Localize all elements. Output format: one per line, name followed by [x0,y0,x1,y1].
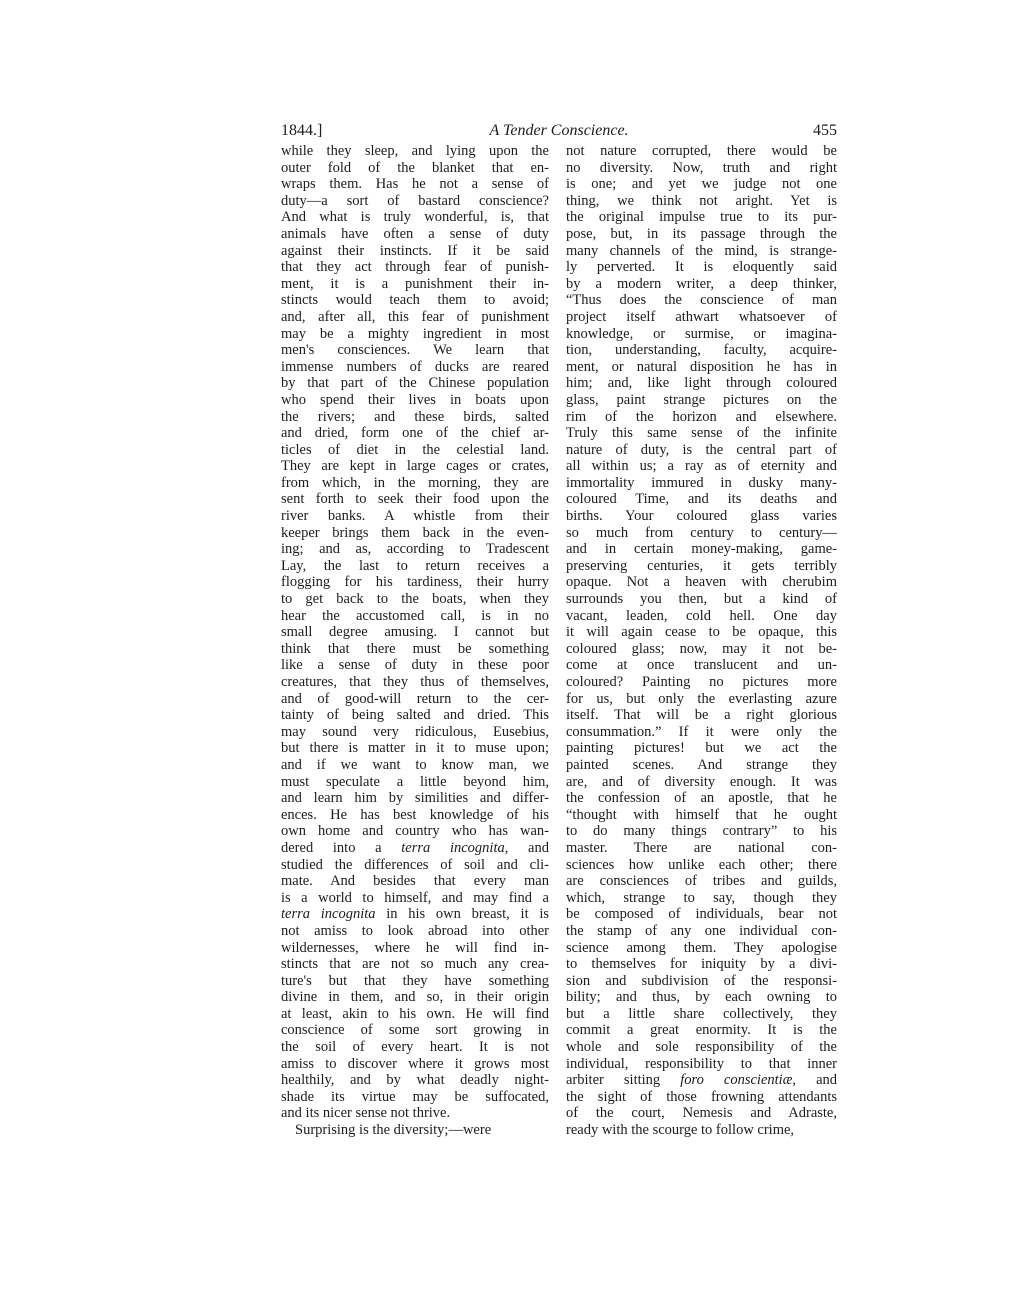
text-line: commit a great enormity. It is the [566,1022,837,1039]
text-line: which, strange to say, though they [566,889,837,906]
text-line: itself. That will be a right glorious [566,707,837,724]
text-line: to themselves for iniquity by a divi- [566,956,837,973]
text-line: and of good-will return to the cer- [281,690,549,707]
text-line: many channels of the mind, is strange- [566,242,837,259]
text-line: pose, but, in its passage through the [566,225,837,242]
text-line: coloured glass; now, may it not be- [566,640,837,657]
text-line: preserving centuries, it gets terribly [566,557,837,574]
text-line: ing; and as, according to Tradescent [281,541,549,558]
text-line: dered into a terra incognita, and [281,839,549,856]
text-line: sent forth to seek their food upon the [281,491,549,508]
text-line: and if we want to know man, we [281,756,549,773]
text-line: no diversity. Now, truth and right [566,159,837,176]
text-line: hear the accustomed call, is in no [281,607,549,624]
text-line: births. Your coloured glass varies [566,508,837,525]
text-line: nature of duty, is the central part of [566,441,837,458]
text-line: shade its virtue may be suffocated, [281,1088,549,1105]
text-line: at least, akin to his own. He will find [281,1005,549,1022]
text-line: bility; and thus, by each owning to [566,989,837,1006]
text-line: be composed of individuals, bear not [566,906,837,923]
text-line: They are kept in large cages or crates, [281,458,549,475]
text-line: him; and, like light through coloured [566,375,837,392]
text-line: sciences how unlike each other; there [566,856,837,873]
text-line: studied the differences of soil and cli- [281,856,549,873]
text-line: who spend their lives in boats upon [281,391,549,408]
text-line: creatures, that they thus of themselves, [281,674,549,690]
text-line: ready with the scourge to follow crime, [566,1122,795,1139]
text-line: amiss to discover where it grows most [281,1055,549,1072]
text-line: river banks. A whistle from their [281,508,549,525]
text-line: glass, paint strange pictures on the [566,391,837,408]
text-line: “Thus does the conscience of man [566,292,837,309]
text-line: ly perverted. It is eloquently said [566,259,837,276]
text-line: Surprising is the diversity;—were [295,1122,492,1139]
text-line: painted scenes. And strange they [566,756,837,773]
text-line: stincts that are not so much any crea- [281,956,549,973]
text-line: not nature corrupted, there would be [566,143,837,159]
text-line: of the court, Nemesis and Adraste, [566,1105,837,1122]
text-line: it will again cease to be opaque, this [566,624,837,641]
text-line: ment, it is a punishment their in- [281,275,549,292]
text-line: opaque. Not a heaven with cherubim [566,574,837,591]
text-line: whole and sole responsibility of the [566,1039,837,1056]
text-line: think that there must be something [281,640,549,657]
text-line: and in certain money-making, game- [566,541,837,558]
text-line: small degree amusing. I cannot but [281,624,549,641]
text-line: for us, but only the everlasting azure [566,690,837,707]
text-line: is one; and yet we judge not one [566,176,837,193]
text-line: Truly this same sense of the infinite [566,425,837,442]
text-line: the stamp of any one individual con- [566,922,837,939]
left-text-column [281,143,549,1139]
text-line: wraps them. Has he not a sense of [281,176,549,193]
text-line: all within us; a ray as of eternity and [566,458,837,475]
text-line: And what is truly wonderful, is, that [281,209,549,226]
page-number: 455 [813,122,837,139]
text-line: like a sense of duty in these poor [281,657,549,674]
text-line: and dried, form one of the chief ar- [281,425,549,442]
text-line: knowledge, or surmise, or imagina- [566,325,837,342]
text-line: men's consciences. We learn that [281,342,549,359]
text-line: while they sleep, and lying upon the [281,143,549,159]
text-line: duty—a sort of bastard conscience? [281,192,549,209]
text-line: must speculate a little beyond him, [281,773,549,790]
text-line: “thought with himself that he ought [566,806,837,823]
text-line: science among them. They apologise [566,939,837,956]
text-line: the confession of an apostle, that he [566,790,837,807]
text-line: rim of the horizon and elsewhere. [566,408,837,425]
text-line: against their instincts. If it be said [281,242,549,259]
text-line: the sight of those frowning attendants [566,1088,837,1105]
text-line: painting pictures! but we act the [566,740,837,757]
text-line: master. There are national con- [566,839,837,856]
text-line: is a world to himself, and may find a [281,889,549,906]
text-line: but there is matter in it to muse upon; [281,740,549,757]
text-line: so much from century to century— [566,524,837,541]
right-text-column [566,143,837,1139]
text-line: consummation.” If it were only the [566,723,837,740]
text-line: arbiter sitting foro conscientiæ, and [566,1072,837,1089]
text-line: divine in them, and so, in their origin [281,989,549,1006]
text-line: terra incognita in his own breast, it is [281,906,549,923]
text-line: may sound very ridiculous, Eusebius, [281,723,549,740]
text-line: individual, responsibility to that inner [566,1055,837,1072]
text-line: to do many things contrary” to his [566,823,837,840]
text-line: by a modern writer, a deep thinker, [566,275,837,292]
text-line: the rivers; and these birds, salted [281,408,549,425]
text-line: are consciences of tribes and guilds, [566,873,837,890]
text-line: coloured? Painting no pictures more [566,674,837,690]
text-line: from which, in the morning, they are [281,474,549,491]
text-line: ture's but that they have something [281,972,549,989]
text-line: Lay, the last to return receives a [281,557,549,574]
text-line: by that part of the Chinese population [281,375,549,392]
text-line: healthily, and by what deadly night- [281,1072,549,1089]
header-title: A Tender Conscience. [489,122,629,139]
text-line: coloured Time, and its deaths and [566,491,837,508]
text-line: immense numbers of ducks are reared [281,358,549,375]
text-line: to get back to the boats, when they [281,591,549,608]
text-line: outer fold of the blanket that en- [281,159,549,176]
text-line: sion and subdivision of the responsi- [566,972,837,989]
text-line: ticles of diet in the celestial land. [281,441,549,458]
text-line: animals have often a sense of duty [281,225,549,242]
running-header [281,120,837,142]
text-line: but a little share collectively, they [566,1005,837,1022]
text-line: project itself athwart whatsoever of [566,308,837,325]
text-line: wildernesses, where he will find in- [281,939,549,956]
text-line: own home and country who has wan- [281,823,549,840]
text-line: that they act through fear of punish- [281,259,549,276]
text-line: come at once translucent and un- [566,657,837,674]
text-line: surrounds you then, but a kind of [566,591,837,608]
text-line: and, after all, this fear of punishment [281,308,549,325]
text-line: ment, or natural disposition he has in [566,358,837,375]
text-line: thing, we think not aright. Yet is [566,192,837,209]
text-line: the original impulse true to its pur- [566,209,837,226]
text-line: and learn him by similities and differ- [281,790,549,807]
text-line: not amiss to look abroad into other [281,922,549,939]
text-line: immortality immured in dusky many- [566,474,837,491]
text-line: tainty of being salted and dried. This [281,707,549,724]
text-line: the soil of every heart. It is not [281,1039,549,1056]
text-line: and its nicer sense not thrive. [281,1105,451,1122]
text-line: tion, understanding, faculty, acquire- [566,342,837,359]
text-line: stincts would teach them to avoid; [281,292,549,309]
text-line: ences. He has best knowledge of his [281,806,549,823]
text-line: conscience of some sort growing in [281,1022,549,1039]
text-line: may be a mighty ingredient in most [281,325,549,342]
header-year: 1844.] [281,122,323,139]
text-line: are, and of diversity enough. It was [566,773,837,790]
text-line: keeper brings them back in the even- [281,524,549,541]
text-line: mate. And besides that every man [281,873,549,890]
text-line: vacant, leaden, cold hell. One day [566,607,837,624]
text-line: flogging for his tardiness, their hurry [281,574,549,591]
